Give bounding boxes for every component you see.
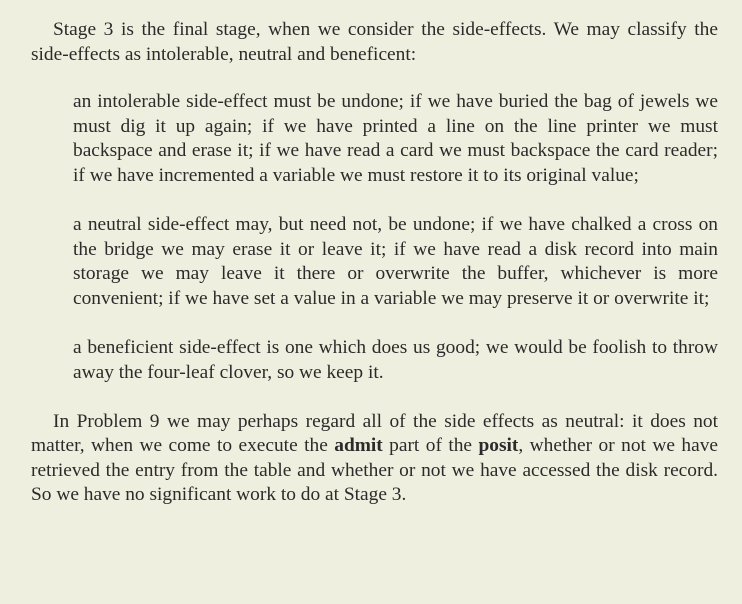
beneficient-side-effect-item: a beneficient side-effect is one which does us good; we would be foolish to throw away the four-leaf clover, so we keep it. (73, 336, 718, 383)
closing-text-part-2: part of the (382, 435, 479, 457)
closing-text-part-1: In Problem 9 we may perhaps regard all of the side effects as neutral: it does not matter, when we come to execute the (31, 410, 718, 457)
neutral-side-effect-item: a neutral side-effect may, but need not, be undone; if we have chalked a cross on the bridge we may erase it or leave it; if we have read a disk record into main storage we may leave it there or overwrite the buffer, whichever is more convenient; if we have set a value in a variable we may preserve it or overwrite it; (73, 214, 718, 309)
intolerable-side-effect-item: an intolerable side-effect must be undone; if we have buried the bag of jewels we must dig it up again; if we have printed a line on the line printer we must backspace and erase it; if we have read a card we must backspace the card reader; if we have incremented a variable we must restore it to its original value; (73, 91, 718, 186)
posit-keyword: posit (478, 435, 519, 457)
closing-text-part-3: , whether or not we have retrieved the entry from the table and whether or not we have accessed the disk record. So we have no significant work to do at Stage 3. (31, 435, 718, 506)
intro-paragraph: Stage 3 is the final stage, when we consider the side-effects. We may classify the side-effects as intolerable, neutral and beneficent: (31, 19, 718, 65)
side-effect-list (73, 90, 718, 385)
admit-keyword: admit (334, 435, 383, 457)
closing-paragraph (31, 410, 718, 508)
